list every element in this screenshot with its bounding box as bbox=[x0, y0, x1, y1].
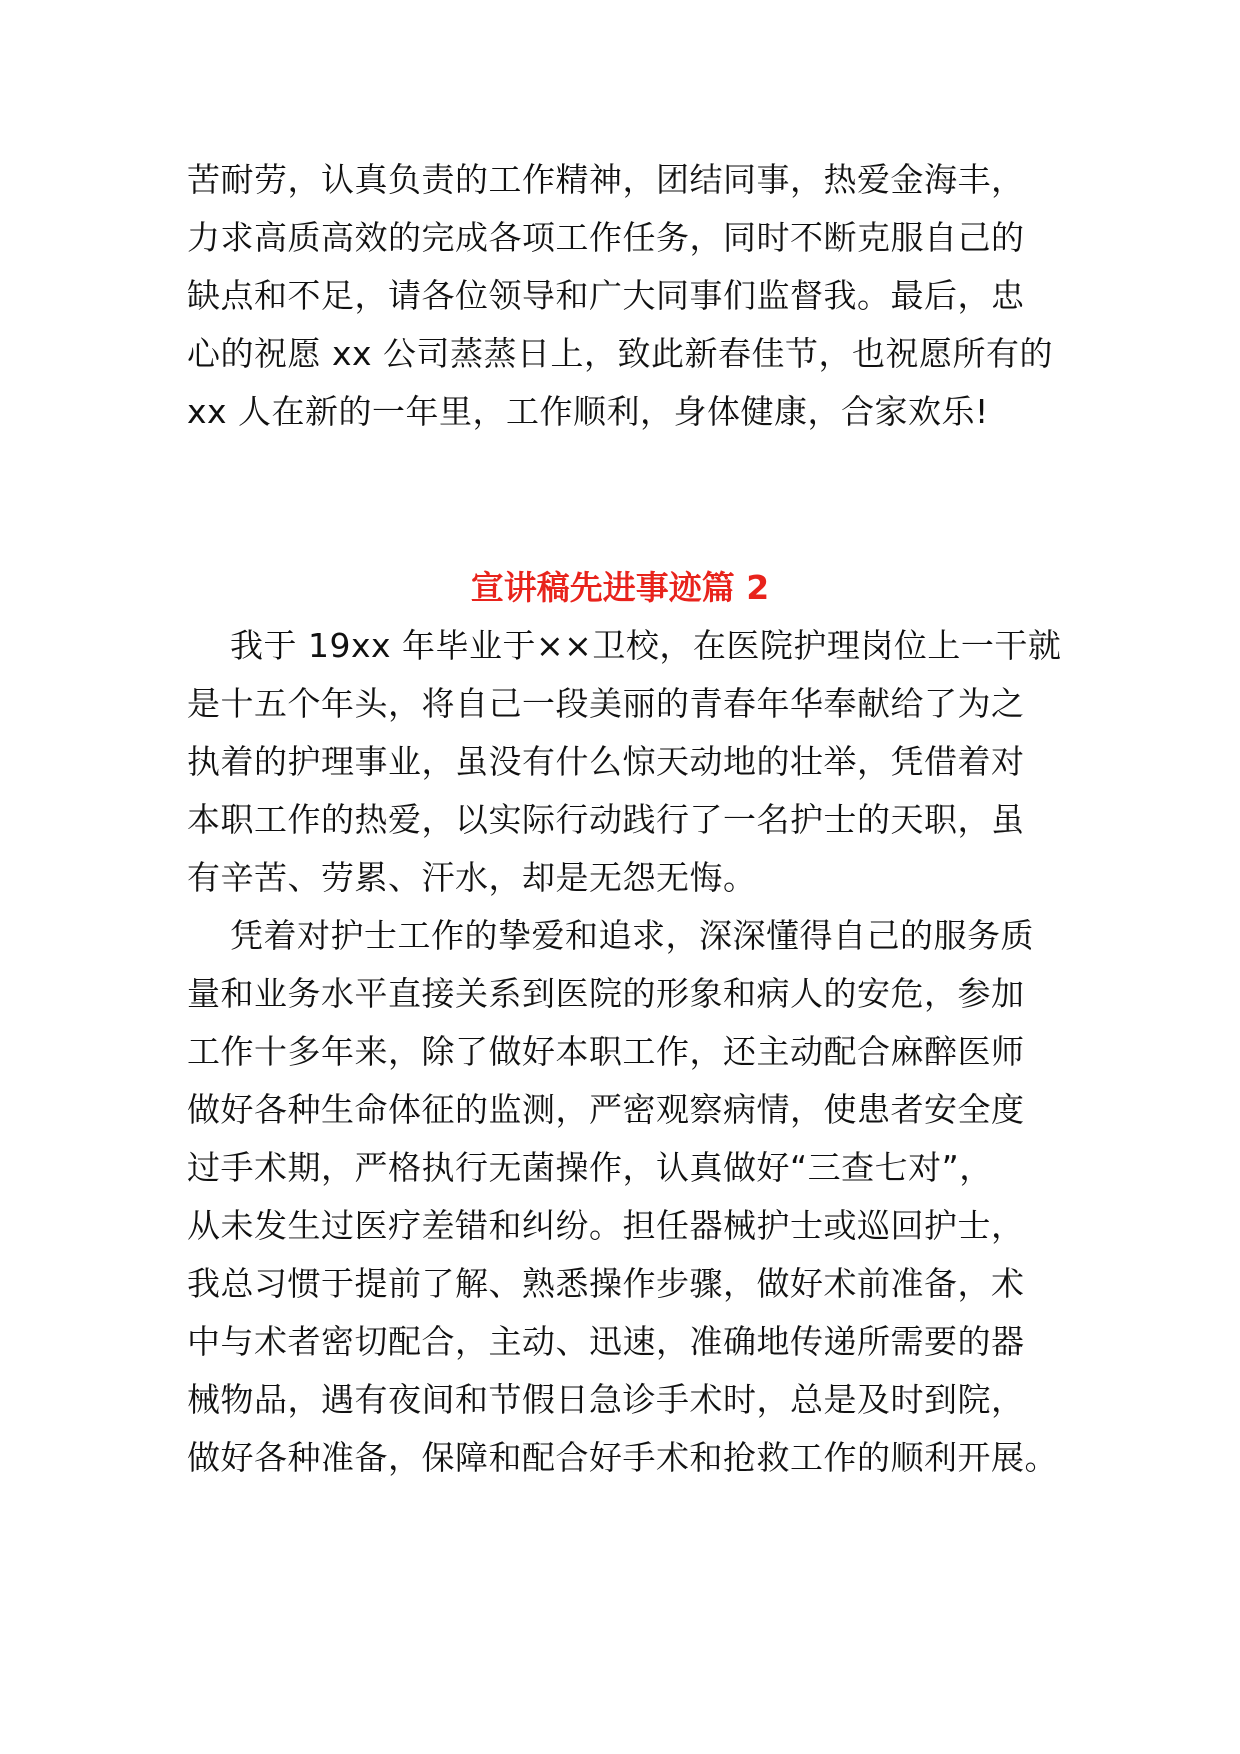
paragraph2-line-4: 做好各种生命体征的监测，严密观察病情，使患者安全度 bbox=[187, 1090, 1025, 1129]
intro-line-1: 苦耐劳，认真负责的工作精神，团结同事，热爱金海丰， bbox=[187, 160, 1025, 199]
intro-line-4: 心的祝愿 xx 公司蒸蒸日上，致此新春佳节，也祝愿所有的 bbox=[187, 334, 1054, 373]
paragraph2-line-2: 量和业务水平直接关系到医院的形象和病人的安危，参加 bbox=[187, 974, 1025, 1013]
paragraph2-line-5: 过手术期，严格执行无菌操作，认真做好“三查七对”， bbox=[187, 1148, 993, 1187]
paragraph2-line-3: 工作十多年来，除了做好本职工作，还主动配合麻醉医师 bbox=[187, 1032, 1025, 1071]
paragraph1-line-4: 本职工作的热爱，以实际行动践行了一名护士的天职，虽 bbox=[187, 800, 1025, 839]
section-heading: 宣讲稿先进事迹篇 2 bbox=[470, 568, 770, 607]
paragraph2-line-8: 中与术者密切配合，主动、迅速，准确地传递所需要的器 bbox=[187, 1322, 1025, 1361]
intro-line-5: xx 人在新的一年里，工作顺利，身体健康，合家欢乐! bbox=[187, 392, 989, 431]
paragraph2-line-7: 我总习惯于提前了解、熟悉操作步骤，做好术前准备，术 bbox=[187, 1264, 1025, 1303]
intro-line-3: 缺点和不足，请各位领导和广大同事们监督我。最后，忠 bbox=[187, 276, 1025, 315]
paragraph1-line-2: 是十五个年头，将自己一段美丽的青春年华奉献给了为之 bbox=[187, 684, 1025, 723]
intro-line-2: 力求高质高效的完成各项工作任务，同时不断克服自己的 bbox=[187, 218, 1025, 257]
paragraph2-line-9: 械物品，遇有夜间和节假日急诊手术时，总是及时到院， bbox=[187, 1380, 1025, 1419]
paragraph1-line-3: 执着的护理事业，虽没有什么惊天动地的壮举，凭借着对 bbox=[187, 742, 1025, 781]
paragraph2-line-6: 从未发生过医疗差错和纠纷。担任器械护士或巡回护士， bbox=[187, 1206, 1025, 1245]
paragraph1-line-5: 有辛苦、劳累、汗水，却是无怨无悔。 bbox=[187, 858, 757, 897]
paragraph1-line-1: 我于 19xx 年毕业于××卫校，在医院护理岗位上一干就 bbox=[230, 626, 1062, 665]
paragraph2-line-10: 做好各种准备，保障和配合好手术和抢救工作的顺利开展。 bbox=[187, 1438, 1058, 1477]
paragraph2-line-1: 凭着对护士工作的挚爱和追求，深深懂得自己的服务质 bbox=[230, 916, 1034, 955]
